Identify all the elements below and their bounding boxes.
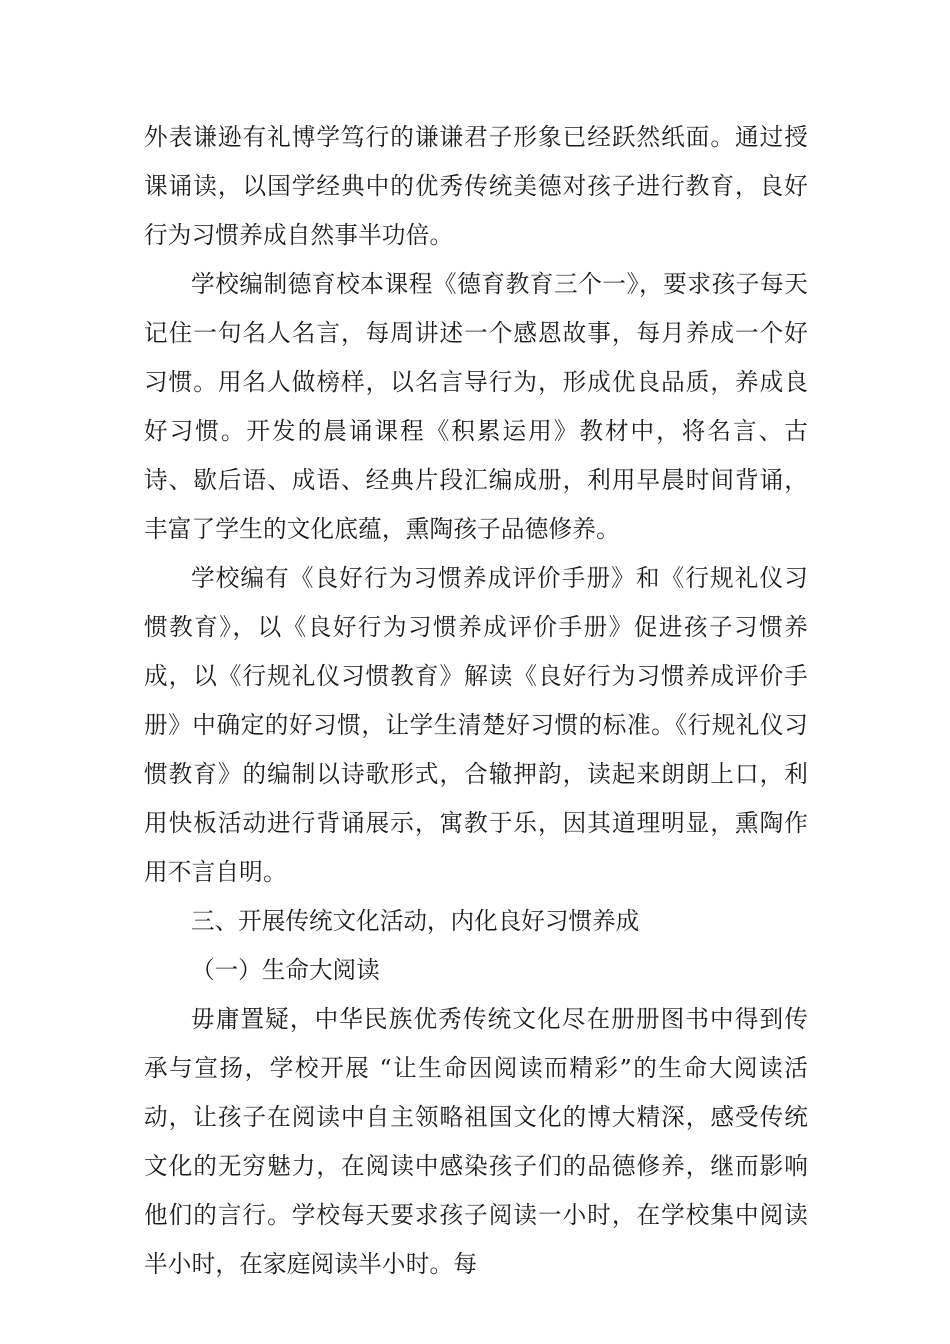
paragraph-curriculum: 学校编制德育校本课程《德育教育三个一》，要求孩子每天记住一句名人名言，每周讲述一个感恩故事，每月养成一个好习惯。用名人做榜样，以名言导行为，形成优良品质，养成良好习惯。开发的晨诵课程《积累运用》教材中，将名言、古诗、歇后语、成语、经典片段汇编成册，利用早晨时间背诵，丰富了学生的文化底蕴，熏陶孩子品德修养。 bbox=[144, 270, 808, 543]
subsection-heading: （一）生命大阅读 bbox=[191, 956, 380, 984]
document-body bbox=[144, 113, 808, 1289]
section-heading: 三、开展传统文化活动，内化良好习惯养成 bbox=[191, 907, 640, 935]
paragraph-handbook: 学校编有《良好行为习惯养成评价手册》和《行规礼仪习惯教育》，以《良好行为习惯养成评价手册》促进孩子习惯养成，以《行规礼仪习惯教育》解读《良好行为习惯养成评价手册》中确定的好习惯，让学生清楚好习惯的标准。《行规礼仪习惯教育》的编制以诗歌形式，合辙押韵，读起来朗朗上口，利用快板活动进行背诵展示，寓教于乐，因其道理明显，熏陶作用不言自明。 bbox=[144, 564, 808, 886]
paragraph-reading: 毋庸置疑，中华民族优秀传统文化尽在册册图书中得到传承与宣扬，学校开展 “让生命因阅读而精彩”的生命大阅读活动，让孩子在阅读中自主领略祖国文化的博大精深，感受传统文化的无穷魅力，在阅读中感染孩子们的品德修养，继而影响他们的言行。学校每天要求孩子阅读一小时，在学校集中阅读半小时，在家庭阅读半小时。每 bbox=[144, 1005, 808, 1278]
paragraph-continuation: 外表谦逊有礼博学笃行的谦谦君子形象已经跃然纸面。通过授课诵读，以国学经典中的优秀传统美德对孩子进行教育，良好行为习惯养成自然事半功倍。 bbox=[144, 123, 808, 249]
